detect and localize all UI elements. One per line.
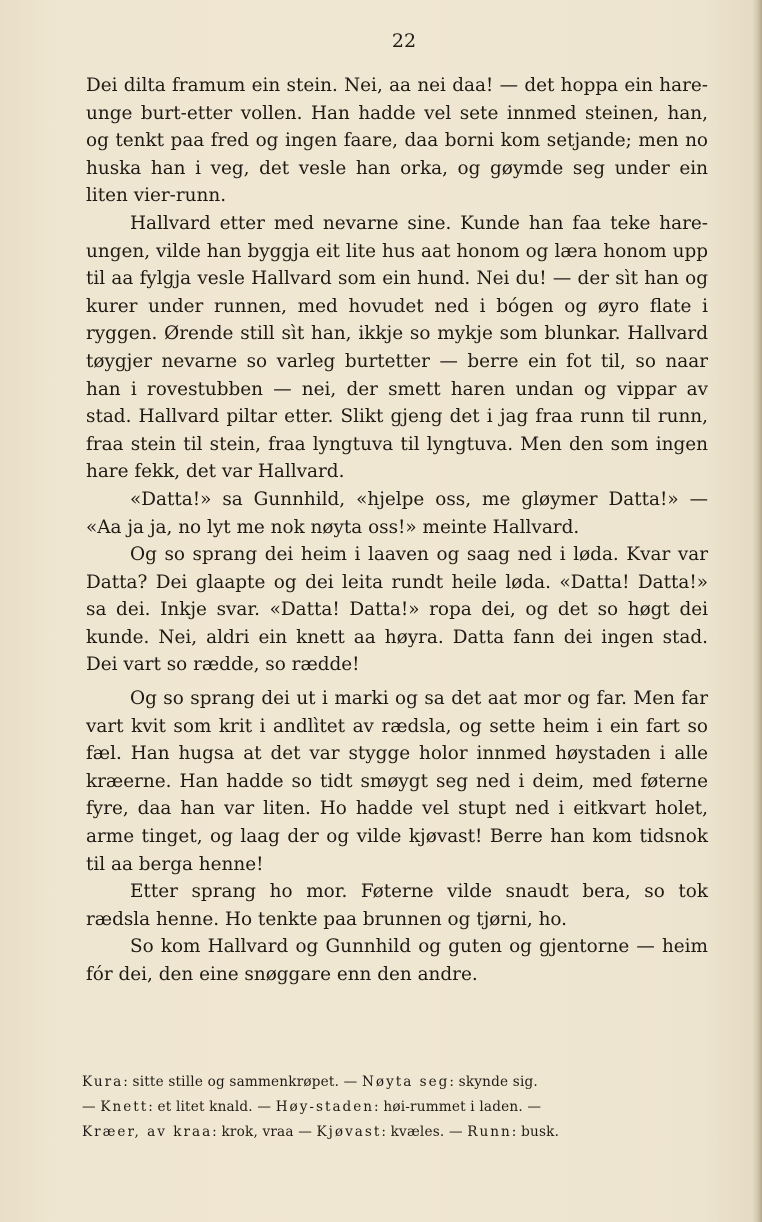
glossary-separator: — — [343, 1074, 358, 1090]
glossary-line-2: — Knett: et litet knald. — Høy-staden: høi-rummet i laden. — — [82, 1099, 542, 1115]
glossary-separator: — — [448, 1124, 463, 1140]
glossary-term: Runn — [467, 1124, 512, 1140]
glossary-term: Knett — [100, 1099, 149, 1115]
glossary-separator: — — [82, 1099, 96, 1115]
glossary-separator: — — [298, 1124, 312, 1140]
glossary-definition: sitte stille og sammenkrøpet. — [132, 1074, 340, 1090]
glossary-definition: skynde sig. — [458, 1074, 538, 1090]
glossary-definition: høi-rummet i laden. — [383, 1099, 523, 1115]
body-text — [86, 72, 708, 989]
glossary-definition: kvæles. — [390, 1124, 445, 1140]
paragraph-2: Hallvard etter med nevarne sine. Kunde han faa teke hare-ungen, vilde han byggja eit lite hus aat honom og læra honom upp til aa fylgja vesle Hallvard som ein hund. Nei du! — der sìt han og kurer under runnen, med hovudet ned i bógen og øyro flate i ryggen. Ørende still sìt han, ikkje so mykje som blunkar. Hallvard tøygjer nevarne so varleg burtetter — berre ein fot til, so naar han i rovestubben — nei, der smett haren undan og vippar av stad. Hallvard piltar etter. Slikt gjeng det i jag fraa runn til runn, fraa stein til stein, fraa lyngtuva til lyngtuva. Men den som ingen hare fekk, det var Hallvard. — [86, 212, 708, 483]
page-number: 22 — [391, 30, 417, 52]
glossary-definition: krok, vraa — [221, 1124, 294, 1140]
paragraph-5: Og so sprang dei ut i marki og sa det aat mor og far. Men far vart kvit som krit i andlìtet av rædsla, og sette heim i ein fart so fæl. Han hugsa at det var stygge holor innmed høystaden i alle kræerne. Han hadde so tidt smøygt seg ned i deim, med føterne fyre, daa han var liten. Ho hadde vel stupt ned i eitkvart holet, arme tinget, og laag der og vilde kjøvast! Berre han kom tidsnok til aa berga henne! — [86, 688, 708, 875]
glossary-separator: — — [527, 1099, 542, 1115]
glossary-term: Kræer, av kraa — [82, 1124, 213, 1140]
paragraph-6: Etter sprang ho mor. Føterne vilde snaudt bera, so tok rædsla henne. Ho tenkte paa brunnen og tjørni, ho. — [86, 881, 708, 930]
glossary-definition: et litet knald. — [157, 1099, 253, 1115]
glossary-term: Nøyta seg — [361, 1074, 450, 1090]
glossary-footnote — [82, 1070, 708, 1145]
page-edge-shadow — [752, 0, 762, 1222]
glossary-term: Kura — [82, 1074, 124, 1090]
paragraph-1: Dei dilta framum ein stein. Nei, aa nei daa! — det hoppa ein hare-unge burt-etter vollen. Han hadde vel sete innmed steinen, han, og tenkt paa fred og ingen faare, daa borni kom setjande; men no huska han i veg, det vesle han orka, og gøymde seg under ein liten vier-runn. — [86, 75, 708, 207]
glossary-definition: busk. — [521, 1124, 560, 1140]
paragraph-7: So kom Hallvard og Gunnhild og guten og gjentorne — heim fór dei, den eine snøggare enn den andre. — [86, 936, 708, 985]
glossary-line-1: Kura: sitte stille og sammenkrøpet. — Nøyta seg: skynde sig. — [82, 1074, 538, 1090]
paragraph-3: «Datta!» sa Gunnhild, «hjelpe oss, me gløymer Datta!» — «Aa ja ja, no lyt me nok nøyta oss!» meinte Hallvard. — [86, 488, 708, 538]
glossary-separator: — — [257, 1099, 272, 1115]
glossary-term: Høy-staden — [275, 1099, 375, 1115]
glossary-line-3: Kræer, av kraa: krok, vraa — Kjøvast: kvæles. — Runn: busk. — [82, 1124, 560, 1140]
paragraph-4: Og so sprang dei heim i laaven og saag ned i løda. Kvar var Datta? Dei glaapte og dei leita rundt heile løda. «Datta! Datta!» sa dei. Inkje svar. «Datta! Datta!» ropa dei, og det so høgt dei kunde. Nei, aldri ein knett aa høyra. Datta fann dei ingen stad. Dei vart so rædde, so rædde! — [86, 544, 708, 676]
glossary-term: Kjøvast — [316, 1124, 382, 1140]
